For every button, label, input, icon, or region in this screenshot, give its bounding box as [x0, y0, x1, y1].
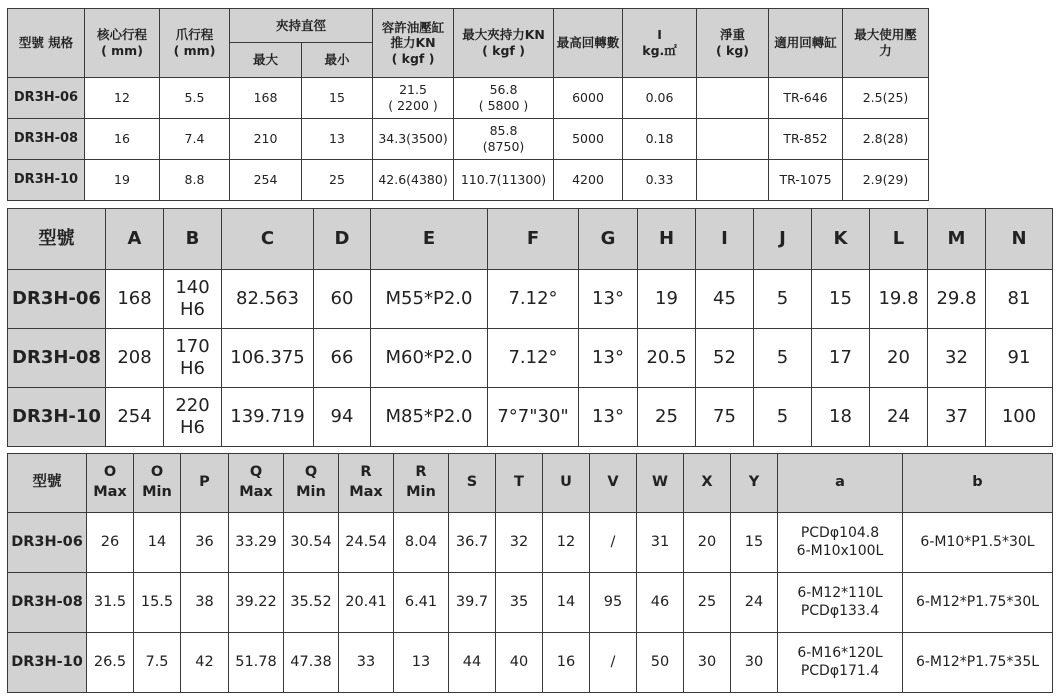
- cell-a-lower: PCDφ104.8 6-M10x100L: [778, 513, 903, 573]
- header-g: G: [579, 209, 638, 270]
- cell-p: 38: [181, 573, 229, 633]
- cell-j: 5: [754, 329, 812, 388]
- header-core-stroke: 核心行程 ( mm): [85, 9, 160, 78]
- cell-rotary-cylinder: TR-646: [769, 78, 843, 119]
- cell-c: 106.375: [222, 329, 314, 388]
- cell-max-pressure: 2.9(29): [843, 160, 929, 201]
- cell-u: 16: [543, 633, 590, 693]
- cell-r-max: 24.54: [339, 513, 394, 573]
- cell-b: 220 H6: [164, 388, 222, 447]
- cell-x: 30: [684, 633, 731, 693]
- row-model: DR3H-06: [8, 513, 87, 573]
- cell-clamp-max: 168: [230, 78, 302, 119]
- cell-o-max: 26: [87, 513, 134, 573]
- header-r-min: R Min: [394, 454, 449, 513]
- cell-inertia: 0.18: [623, 119, 697, 160]
- header-clamp-max: 最大: [230, 43, 302, 78]
- cell-e: M85*P2.0: [371, 388, 488, 447]
- cell-i: 45: [696, 270, 754, 329]
- row-model: DR3H-10: [8, 160, 85, 201]
- cell-weight: [697, 160, 769, 201]
- cell-inertia: 0.06: [623, 78, 697, 119]
- table-row: [8, 119, 929, 160]
- cell-jaw-stroke: 5.5: [160, 78, 230, 119]
- header-i: I: [696, 209, 754, 270]
- header-max-rpm: 最高回轉數: [554, 9, 623, 78]
- cell-e: M60*P2.0: [371, 329, 488, 388]
- cell-clamp-min: 15: [302, 78, 373, 119]
- cell-r-min: 13: [394, 633, 449, 693]
- header-o-min: O Min: [134, 454, 181, 513]
- header-inertia: I kg.㎡: [623, 9, 697, 78]
- cell-g: 13°: [579, 329, 638, 388]
- header-model: 型號 規格: [8, 9, 85, 78]
- cell-clamp-max: 210: [230, 119, 302, 160]
- cell-rotary-cylinder: TR-852: [769, 119, 843, 160]
- spec-header-row: [8, 9, 929, 43]
- header-weight: 淨重 ( kg): [697, 9, 769, 78]
- header-o-max: O Max: [87, 454, 134, 513]
- header-p: P: [181, 454, 229, 513]
- cell-cylinder-force: 34.3(3500): [373, 119, 454, 160]
- row-model: DR3H-08: [8, 573, 87, 633]
- dimension-table-o-b: [7, 453, 1053, 693]
- header-q-max: Q Max: [229, 454, 284, 513]
- header-m: M: [928, 209, 986, 270]
- cell-m: 32: [928, 329, 986, 388]
- cell-n: 81: [986, 270, 1053, 329]
- header-q-min: Q Min: [284, 454, 339, 513]
- cell-clamp-min: 25: [302, 160, 373, 201]
- cell-t: 35: [496, 573, 543, 633]
- cell-n: 91: [986, 329, 1053, 388]
- cell-v: /: [590, 633, 637, 693]
- cell-w: 31: [637, 513, 684, 573]
- row-model: DR3H-08: [8, 119, 85, 160]
- cell-r-min: 6.41: [394, 573, 449, 633]
- cell-u: 14: [543, 573, 590, 633]
- cell-x: 20: [684, 513, 731, 573]
- cell-j: 5: [754, 388, 812, 447]
- cell-max-rpm: 6000: [554, 78, 623, 119]
- row-model: DR3H-10: [8, 388, 106, 447]
- header-t: T: [496, 454, 543, 513]
- cell-l: 19.8: [870, 270, 928, 329]
- dimension-header-row: [8, 454, 1053, 513]
- header-d: D: [314, 209, 371, 270]
- cell-t: 32: [496, 513, 543, 573]
- cell-max-clamping-force: 56.8 ( 5800 ): [454, 78, 554, 119]
- row-model: DR3H-08: [8, 329, 106, 388]
- row-model: DR3H-06: [8, 78, 85, 119]
- cell-b: 170 H6: [164, 329, 222, 388]
- header-n: N: [986, 209, 1053, 270]
- cell-b: 140 H6: [164, 270, 222, 329]
- header-max-pressure: 最大使用壓 力: [843, 9, 929, 78]
- cell-y: 24: [731, 573, 778, 633]
- header-v: V: [590, 454, 637, 513]
- table-row: [8, 78, 929, 119]
- header-model: 型號: [8, 454, 87, 513]
- cell-core-stroke: 19: [85, 160, 160, 201]
- cell-e: M55*P2.0: [371, 270, 488, 329]
- cell-clamp-min: 13: [302, 119, 373, 160]
- cell-o-min: 14: [134, 513, 181, 573]
- cell-j: 5: [754, 270, 812, 329]
- cell-w: 50: [637, 633, 684, 693]
- cell-w: 46: [637, 573, 684, 633]
- cell-max-rpm: 5000: [554, 119, 623, 160]
- cell-d: 66: [314, 329, 371, 388]
- cell-o-max: 26.5: [87, 633, 134, 693]
- header-f: F: [488, 209, 579, 270]
- cell-max-rpm: 4200: [554, 160, 623, 201]
- table-row: [8, 513, 1053, 573]
- cell-r-min: 8.04: [394, 513, 449, 573]
- cell-t: 40: [496, 633, 543, 693]
- cell-q-max: 33.29: [229, 513, 284, 573]
- cell-q-min: 47.38: [284, 633, 339, 693]
- cell-c: 82.563: [222, 270, 314, 329]
- table-row: [8, 270, 1053, 329]
- row-model: DR3H-10: [8, 633, 87, 693]
- header-r-max: R Max: [339, 454, 394, 513]
- cell-h: 19: [638, 270, 696, 329]
- header-cylinder-force: 容許油壓缸 推力KN ( kgf ): [373, 9, 454, 78]
- cell-m: 37: [928, 388, 986, 447]
- cell-k: 15: [812, 270, 870, 329]
- table-row: [8, 633, 1053, 693]
- header-j: J: [754, 209, 812, 270]
- cell-jaw-stroke: 7.4: [160, 119, 230, 160]
- cell-o-min: 15.5: [134, 573, 181, 633]
- cell-weight: [697, 78, 769, 119]
- cell-a-lower: 6-M16*120L PCDφ171.4: [778, 633, 903, 693]
- cell-core-stroke: 12: [85, 78, 160, 119]
- table-row: [8, 388, 1053, 447]
- cell-o-min: 7.5: [134, 633, 181, 693]
- cell-x: 25: [684, 573, 731, 633]
- header-w: W: [637, 454, 684, 513]
- cell-cylinder-force: 42.6(4380): [373, 160, 454, 201]
- cell-i: 75: [696, 388, 754, 447]
- cell-r-max: 33: [339, 633, 394, 693]
- cell-n: 100: [986, 388, 1053, 447]
- cell-q-max: 51.78: [229, 633, 284, 693]
- cell-u: 12: [543, 513, 590, 573]
- cell-y: 30: [731, 633, 778, 693]
- table-row: [8, 329, 1053, 388]
- cell-s: 36.7: [449, 513, 496, 573]
- cell-v: 95: [590, 573, 637, 633]
- cell-clamp-max: 254: [230, 160, 302, 201]
- cell-h: 25: [638, 388, 696, 447]
- header-c: C: [222, 209, 314, 270]
- header-max-clamping-force: 最大夾持力KN ( kgf ): [454, 9, 554, 78]
- cell-cylinder-force: 21.5 ( 2200 ): [373, 78, 454, 119]
- cell-b-lower: 6-M12*P1.75*30L: [903, 573, 1053, 633]
- table-row: [8, 573, 1053, 633]
- cell-p: 36: [181, 513, 229, 573]
- header-rotary-cylinder: 適用回轉缸: [769, 9, 843, 78]
- cell-a: 168: [106, 270, 164, 329]
- cell-d: 94: [314, 388, 371, 447]
- dimension-table-a-n: [7, 208, 1053, 447]
- cell-core-stroke: 16: [85, 119, 160, 160]
- cell-q-min: 35.52: [284, 573, 339, 633]
- spec-table: [7, 8, 929, 201]
- cell-y: 15: [731, 513, 778, 573]
- cell-k: 17: [812, 329, 870, 388]
- header-b-lower: b: [903, 454, 1053, 513]
- header-y: Y: [731, 454, 778, 513]
- cell-b-lower: 6-M10*P1.5*30L: [903, 513, 1053, 573]
- cell-a: 208: [106, 329, 164, 388]
- cell-max-clamping-force: 85.8 (8750): [454, 119, 554, 160]
- cell-h: 20.5: [638, 329, 696, 388]
- cell-l: 20: [870, 329, 928, 388]
- cell-max-pressure: 2.5(25): [843, 78, 929, 119]
- cell-p: 42: [181, 633, 229, 693]
- header-a: A: [106, 209, 164, 270]
- cell-s: 44: [449, 633, 496, 693]
- header-clamp-min: 最小: [302, 43, 373, 78]
- table-row: [8, 160, 929, 201]
- header-model: 型號: [8, 209, 106, 270]
- dimension-header-row: [8, 209, 1053, 270]
- header-x: X: [684, 454, 731, 513]
- cell-b-lower: 6-M12*P1.75*35L: [903, 633, 1053, 693]
- header-jaw-stroke: 爪行程 ( mm): [160, 9, 230, 78]
- cell-weight: [697, 119, 769, 160]
- cell-r-max: 20.41: [339, 573, 394, 633]
- header-clamp-diameter: 夾持直徑: [230, 9, 373, 43]
- header-b: B: [164, 209, 222, 270]
- cell-v: /: [590, 513, 637, 573]
- header-a-lower: a: [778, 454, 903, 513]
- cell-max-pressure: 2.8(28): [843, 119, 929, 160]
- cell-g: 13°: [579, 388, 638, 447]
- header-k: K: [812, 209, 870, 270]
- cell-q-min: 30.54: [284, 513, 339, 573]
- cell-s: 39.7: [449, 573, 496, 633]
- header-e: E: [371, 209, 488, 270]
- cell-m: 29.8: [928, 270, 986, 329]
- cell-a: 254: [106, 388, 164, 447]
- cell-f: 7°7"30": [488, 388, 579, 447]
- cell-g: 13°: [579, 270, 638, 329]
- header-h: H: [638, 209, 696, 270]
- cell-o-max: 31.5: [87, 573, 134, 633]
- row-model: DR3H-06: [8, 270, 106, 329]
- cell-inertia: 0.33: [623, 160, 697, 201]
- header-l: L: [870, 209, 928, 270]
- cell-max-clamping-force: 110.7(11300): [454, 160, 554, 201]
- cell-rotary-cylinder: TR-1075: [769, 160, 843, 201]
- header-u: U: [543, 454, 590, 513]
- cell-k: 18: [812, 388, 870, 447]
- header-s: S: [449, 454, 496, 513]
- cell-q-max: 39.22: [229, 573, 284, 633]
- cell-f: 7.12°: [488, 329, 579, 388]
- cell-a-lower: 6-M12*110L PCDφ133.4: [778, 573, 903, 633]
- cell-f: 7.12°: [488, 270, 579, 329]
- cell-l: 24: [870, 388, 928, 447]
- cell-c: 139.719: [222, 388, 314, 447]
- cell-jaw-stroke: 8.8: [160, 160, 230, 201]
- cell-d: 60: [314, 270, 371, 329]
- cell-i: 52: [696, 329, 754, 388]
